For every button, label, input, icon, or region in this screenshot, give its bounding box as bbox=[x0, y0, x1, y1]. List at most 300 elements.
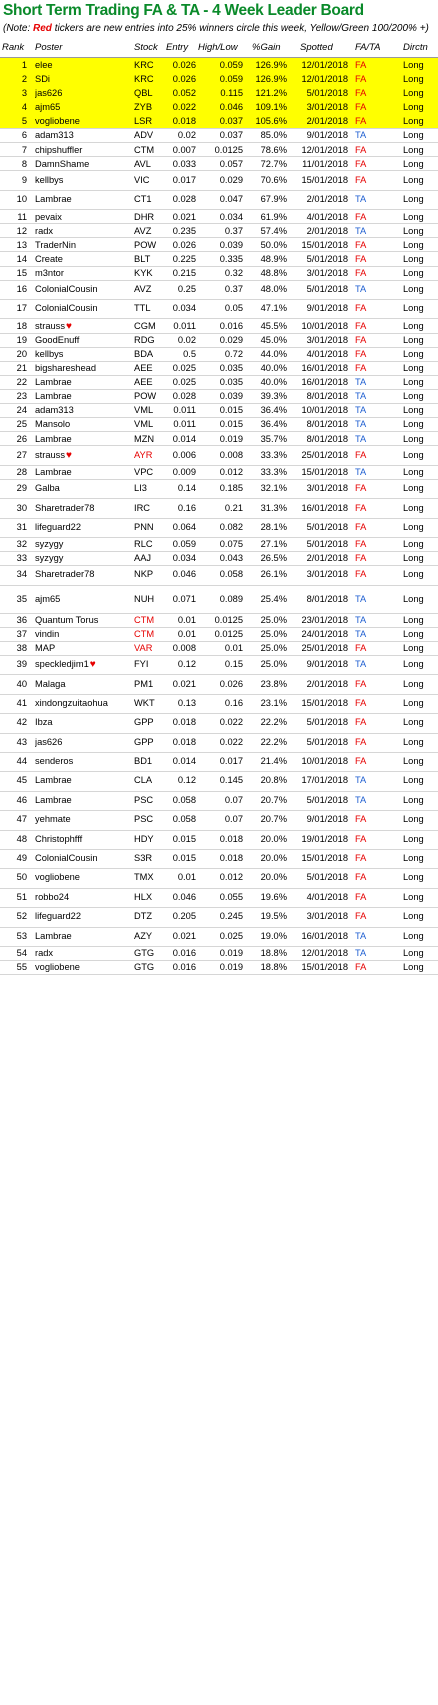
cell-spotted: 15/01/2018 bbox=[301, 239, 348, 250]
cell-poster: Lambrae bbox=[35, 433, 72, 444]
cell-rank: 23 bbox=[16, 391, 27, 402]
cell-fa-ta: FA bbox=[355, 348, 367, 359]
cell-spotted: 8/01/2018 bbox=[306, 419, 348, 430]
cell-rank: 47 bbox=[16, 814, 27, 825]
cell-spotted: 2/01/2018 bbox=[306, 225, 348, 236]
cell-stock: VML bbox=[134, 419, 154, 430]
cell-stock: AEE bbox=[134, 377, 153, 388]
cell-gain: 121.2% bbox=[255, 88, 287, 99]
table-row bbox=[0, 733, 438, 752]
cell-entry: 0.026 bbox=[172, 74, 196, 85]
cell-high-low: 0.018 bbox=[219, 853, 243, 864]
cell-stock: RLC bbox=[134, 539, 153, 550]
cell-rank: 55 bbox=[16, 962, 27, 973]
table-row bbox=[0, 128, 438, 142]
cell-gain: 25.0% bbox=[260, 659, 287, 670]
cell-entry: 0.059 bbox=[172, 539, 196, 550]
cell-spotted: 16/01/2018 bbox=[301, 377, 348, 388]
cell-fa-ta: FA bbox=[355, 449, 367, 460]
cell-stock: CT1 bbox=[134, 194, 152, 205]
cell-poster: vogliobene bbox=[35, 962, 80, 973]
cell-fa-ta: FA bbox=[355, 678, 367, 689]
cell-entry: 0.011 bbox=[173, 419, 196, 430]
cell-high-low: 0.008 bbox=[219, 449, 243, 460]
cell-direction: Long bbox=[403, 144, 424, 155]
cell-spotted: 10/01/2018 bbox=[301, 405, 348, 416]
cell-high-low: 0.32 bbox=[224, 267, 243, 278]
table-row bbox=[0, 280, 438, 299]
cell-entry: 0.017 bbox=[172, 174, 196, 185]
cell-poster: strauss♥ bbox=[35, 320, 72, 332]
cell-entry: 0.046 bbox=[172, 569, 196, 580]
cell-high-low: 0.035 bbox=[219, 363, 243, 374]
cell-direction: Long bbox=[403, 363, 424, 374]
cell-spotted: 4/01/2018 bbox=[306, 348, 348, 359]
cell-rank: 39 bbox=[16, 659, 27, 670]
cell-stock: POW bbox=[134, 239, 157, 250]
cell-gain: 50.0% bbox=[260, 239, 287, 250]
cell-poster: adam313 bbox=[35, 405, 74, 416]
cell-entry: 0.215 bbox=[172, 267, 196, 278]
cell-high-low: 0.0125 bbox=[214, 614, 243, 625]
cell-fa-ta: FA bbox=[355, 253, 367, 264]
cell-poster: adam313 bbox=[35, 130, 74, 141]
cell-high-low: 0.16 bbox=[224, 697, 243, 708]
cell-direction: Long bbox=[403, 911, 424, 922]
table-row bbox=[0, 157, 438, 171]
cell-high-low: 0.21 bbox=[224, 502, 243, 513]
header-spotted: Spotted bbox=[300, 42, 333, 53]
table-row bbox=[0, 266, 438, 280]
cell-stock: VPC bbox=[134, 467, 154, 478]
cell-rank: 50 bbox=[16, 872, 27, 883]
table-row bbox=[0, 72, 438, 86]
cell-rank: 43 bbox=[16, 736, 27, 747]
cell-spotted: 3/01/2018 bbox=[306, 569, 348, 580]
cell-rank: 37 bbox=[16, 628, 27, 639]
cell-spotted: 5/01/2018 bbox=[306, 521, 348, 532]
cell-high-low: 0.057 bbox=[219, 158, 243, 169]
cell-fa-ta: FA bbox=[355, 853, 367, 864]
table-row bbox=[0, 655, 438, 674]
cell-entry: 0.028 bbox=[172, 194, 196, 205]
table-row bbox=[0, 389, 438, 403]
cell-gain: 20.7% bbox=[260, 814, 287, 825]
cell-spotted: 5/01/2018 bbox=[306, 253, 348, 264]
cell-entry: 0.021 bbox=[172, 211, 196, 222]
cell-high-low: 0.035 bbox=[219, 377, 243, 388]
cell-spotted: 8/01/2018 bbox=[306, 391, 348, 402]
cell-direction: Long bbox=[403, 502, 424, 513]
cell-spotted: 15/01/2018 bbox=[301, 174, 348, 185]
cell-gain: 20.0% bbox=[260, 833, 287, 844]
cell-poster: Lambrae bbox=[35, 194, 72, 205]
cell-high-low: 0.026 bbox=[219, 678, 243, 689]
table-row bbox=[0, 361, 438, 375]
cell-high-low: 0.37 bbox=[224, 225, 243, 236]
cell-rank: 7 bbox=[21, 144, 27, 155]
cell-gain: 23.8% bbox=[260, 678, 287, 689]
cell-entry: 0.02 bbox=[177, 130, 196, 141]
cell-entry: 0.015 bbox=[172, 853, 196, 864]
cell-gain: 18.8% bbox=[260, 962, 287, 973]
cell-fa-ta: FA bbox=[355, 891, 367, 902]
cell-fa-ta: FA bbox=[355, 569, 367, 580]
cell-fa-ta: FA bbox=[355, 174, 367, 185]
cell-high-low: 0.05 bbox=[224, 303, 243, 314]
cell-poster: Mansolo bbox=[35, 419, 71, 430]
cell-direction: Long bbox=[403, 433, 424, 444]
cell-rank: 48 bbox=[16, 833, 27, 844]
cell-rank: 40 bbox=[16, 678, 27, 689]
cell-high-low: 0.019 bbox=[219, 433, 243, 444]
cell-direction: Long bbox=[403, 794, 424, 805]
cell-fa-ta: TA bbox=[355, 775, 367, 786]
cell-high-low: 0.016 bbox=[219, 320, 243, 331]
cell-direction: Long bbox=[403, 74, 424, 85]
table-row bbox=[0, 299, 438, 318]
cell-direction: Long bbox=[403, 521, 424, 532]
cell-rank: 31 bbox=[16, 521, 27, 532]
cell-direction: Long bbox=[403, 419, 424, 430]
cell-poster: syzygy bbox=[35, 539, 64, 550]
cell-direction: Long bbox=[403, 697, 424, 708]
cell-spotted: 9/01/2018 bbox=[306, 303, 348, 314]
cell-entry: 0.018 bbox=[172, 717, 196, 728]
cell-poster: SDi bbox=[35, 74, 50, 85]
cell-fa-ta: FA bbox=[355, 717, 367, 728]
header-high-low: High/Low bbox=[198, 42, 238, 53]
cell-direction: Long bbox=[403, 391, 424, 402]
cell-entry: 0.033 bbox=[172, 158, 196, 169]
table-row bbox=[0, 417, 438, 431]
cell-rank: 20 bbox=[16, 348, 27, 359]
cell-poster: pevaix bbox=[35, 211, 62, 222]
table-row bbox=[0, 537, 438, 551]
note-line bbox=[0, 21, 438, 37]
cell-poster: Christophfff bbox=[35, 833, 83, 844]
cell-entry: 0.034 bbox=[172, 553, 196, 564]
cell-spotted: 2/01/2018 bbox=[306, 194, 348, 205]
cell-high-low: 0.089 bbox=[219, 593, 243, 604]
header-stock: Stock bbox=[134, 42, 158, 53]
cell-fa-ta: FA bbox=[355, 736, 367, 747]
cell-high-low: 0.018 bbox=[219, 833, 243, 844]
cell-direction: Long bbox=[403, 891, 424, 902]
cell-direction: Long bbox=[403, 775, 424, 786]
heart-icon: ♥ bbox=[89, 659, 96, 671]
cell-rank: 46 bbox=[16, 794, 27, 805]
table-row bbox=[0, 333, 438, 347]
note-rest: tickers are new entries into 25% winners circle this week, Yellow/Green 100/200% +) bbox=[51, 23, 429, 34]
cell-poster: bigshareshead bbox=[35, 363, 96, 374]
cell-direction: Long bbox=[403, 553, 424, 564]
table-row bbox=[0, 771, 438, 790]
cell-high-low: 0.015 bbox=[219, 405, 243, 416]
cell-poster: ColonialCousin bbox=[35, 303, 98, 314]
cell-high-low: 0.082 bbox=[219, 521, 243, 532]
cell-poster: MAP bbox=[35, 643, 56, 654]
cell-rank: 54 bbox=[16, 948, 27, 958]
cell-spotted: 3/01/2018 bbox=[306, 911, 348, 922]
cell-spotted: 19/01/2018 bbox=[301, 833, 348, 844]
cell-poster: DamnShame bbox=[35, 158, 90, 169]
table-row bbox=[0, 551, 438, 565]
cell-direction: Long bbox=[403, 717, 424, 728]
cell-high-low: 0.047 bbox=[219, 194, 243, 205]
table-row bbox=[0, 86, 438, 100]
cell-gain: 70.6% bbox=[260, 174, 287, 185]
cell-entry: 0.022 bbox=[172, 102, 196, 113]
table-row bbox=[0, 238, 438, 252]
cell-stock: BLT bbox=[134, 253, 151, 264]
cell-poster: vindin bbox=[35, 628, 60, 639]
table-row bbox=[0, 565, 438, 584]
cell-high-low: 0.075 bbox=[219, 539, 243, 550]
cell-spotted: 8/01/2018 bbox=[306, 593, 348, 604]
cell-stock: AVZ bbox=[134, 225, 152, 236]
cell-poster: Lambrae bbox=[35, 391, 72, 402]
cell-fa-ta: FA bbox=[355, 756, 367, 767]
cell-entry: 0.021 bbox=[172, 930, 196, 941]
table-row bbox=[0, 907, 438, 926]
cell-poster: Lambrae bbox=[35, 467, 72, 478]
cell-stock: PSC bbox=[134, 794, 154, 805]
cell-gain: 18.8% bbox=[260, 948, 287, 958]
cell-poster: yehmate bbox=[35, 814, 71, 825]
cell-rank: 2 bbox=[21, 74, 27, 85]
cell-stock: RDG bbox=[134, 334, 155, 345]
cell-gain: 105.6% bbox=[255, 116, 287, 127]
cell-poster: chipshuffler bbox=[35, 144, 83, 155]
cell-spotted: 4/01/2018 bbox=[306, 211, 348, 222]
table-row bbox=[0, 446, 438, 465]
table-row bbox=[0, 960, 438, 974]
cell-spotted: 10/01/2018 bbox=[301, 756, 348, 767]
cell-direction: Long bbox=[403, 158, 424, 169]
cell-poster: vogliobene bbox=[35, 116, 80, 127]
cell-poster: Galba bbox=[35, 483, 60, 494]
cell-gain: 40.0% bbox=[260, 363, 287, 374]
cell-gain: 57.4% bbox=[260, 225, 287, 236]
table-row bbox=[0, 499, 438, 518]
cell-fa-ta: FA bbox=[355, 483, 367, 494]
table-row bbox=[0, 465, 438, 479]
cell-direction: Long bbox=[403, 569, 424, 580]
cell-stock: LSR bbox=[134, 116, 153, 127]
cell-rank: 45 bbox=[16, 775, 27, 786]
cell-gain: 31.3% bbox=[260, 502, 287, 513]
cell-direction: Long bbox=[403, 643, 424, 654]
cell-direction: Long bbox=[403, 60, 424, 70]
cell-direction: Long bbox=[403, 194, 424, 205]
cell-poster: radx bbox=[35, 225, 54, 236]
cell-entry: 0.025 bbox=[172, 363, 196, 374]
cell-stock: WKT bbox=[134, 697, 155, 708]
leader-board-table bbox=[0, 58, 438, 974]
cell-spotted: 5/01/2018 bbox=[306, 872, 348, 883]
cell-stock: GTG bbox=[134, 962, 155, 973]
table-row bbox=[0, 888, 438, 907]
cell-gain: 25.4% bbox=[260, 593, 287, 604]
cell-rank: 30 bbox=[16, 502, 27, 513]
table-row bbox=[0, 868, 438, 887]
cell-high-low: 0.058 bbox=[219, 569, 243, 580]
cell-entry: 0.16 bbox=[177, 502, 196, 513]
table-row bbox=[0, 675, 438, 694]
cell-poster: robbo24 bbox=[35, 891, 70, 902]
cell-fa-ta: FA bbox=[355, 116, 367, 127]
cell-high-low: 0.039 bbox=[219, 239, 243, 250]
cell-direction: Long bbox=[403, 930, 424, 941]
cell-rank: 4 bbox=[21, 102, 27, 113]
cell-stock: KRC bbox=[134, 74, 154, 85]
cell-direction: Long bbox=[403, 102, 424, 113]
cell-gain: 22.2% bbox=[260, 717, 287, 728]
cell-fa-ta: TA bbox=[355, 377, 367, 388]
cell-fa-ta: FA bbox=[355, 833, 367, 844]
cell-fa-ta: TA bbox=[355, 948, 367, 958]
cell-fa-ta: TA bbox=[355, 419, 367, 430]
cell-entry: 0.011 bbox=[173, 405, 196, 416]
cell-spotted: 10/01/2018 bbox=[301, 320, 348, 331]
cell-poster: m3ntor bbox=[35, 267, 64, 278]
table-row bbox=[0, 432, 438, 446]
cell-fa-ta: FA bbox=[355, 60, 367, 70]
cell-gain: 48.8% bbox=[260, 267, 287, 278]
cell-direction: Long bbox=[403, 756, 424, 767]
cell-rank: 19 bbox=[16, 334, 27, 345]
cell-poster: vogliobene bbox=[35, 872, 80, 883]
cell-gain: 22.2% bbox=[260, 736, 287, 747]
cell-spotted: 12/01/2018 bbox=[301, 74, 348, 85]
cell-fa-ta: TA bbox=[355, 593, 367, 604]
header-gain: %Gain bbox=[252, 42, 281, 53]
cell-stock: VIC bbox=[134, 174, 150, 185]
cell-poster: TraderNin bbox=[35, 239, 76, 250]
cell-stock: S3R bbox=[134, 853, 153, 864]
cell-direction: Long bbox=[403, 853, 424, 864]
cell-high-low: 0.055 bbox=[219, 891, 243, 902]
cell-gain: 126.9% bbox=[255, 60, 287, 70]
cell-direction: Long bbox=[403, 628, 424, 639]
cell-entry: 0.01 bbox=[177, 614, 196, 625]
cell-gain: 67.9% bbox=[260, 194, 287, 205]
cell-entry: 0.014 bbox=[172, 433, 196, 444]
cell-spotted: 2/01/2018 bbox=[306, 116, 348, 127]
cell-rank: 34 bbox=[16, 569, 27, 580]
cell-high-low: 0.07 bbox=[224, 814, 243, 825]
cell-high-low: 0.046 bbox=[219, 102, 243, 113]
cell-poster: ajm65 bbox=[35, 102, 61, 113]
cell-direction: Long bbox=[403, 334, 424, 345]
cell-high-low: 0.019 bbox=[219, 948, 243, 958]
cell-entry: 0.006 bbox=[172, 449, 196, 460]
cell-poster: GoodEnuff bbox=[35, 334, 80, 345]
note-red-word: Red bbox=[33, 23, 52, 34]
cell-stock: KYK bbox=[134, 267, 153, 278]
cell-stock: POW bbox=[134, 391, 157, 402]
cell-rank: 38 bbox=[16, 643, 27, 654]
table-header bbox=[0, 37, 438, 58]
cell-fa-ta: TA bbox=[355, 628, 367, 639]
cell-entry: 0.026 bbox=[172, 60, 196, 70]
cell-high-low: 0.15 bbox=[224, 659, 243, 670]
cell-entry: 0.01 bbox=[177, 628, 196, 639]
table-row bbox=[0, 585, 438, 613]
cell-gain: 36.4% bbox=[260, 419, 287, 430]
cell-entry: 0.028 bbox=[172, 391, 196, 402]
cell-entry: 0.5 bbox=[183, 348, 196, 359]
cell-entry: 0.25 bbox=[177, 284, 196, 294]
cell-gain: 20.8% bbox=[260, 775, 287, 786]
cell-stock: NUH bbox=[134, 593, 155, 604]
cell-gain: 72.7% bbox=[260, 158, 287, 169]
cell-stock: PM1 bbox=[134, 678, 154, 689]
cell-fa-ta: TA bbox=[355, 930, 367, 941]
cell-fa-ta: FA bbox=[355, 553, 367, 564]
cell-rank: 24 bbox=[16, 405, 27, 416]
cell-entry: 0.007 bbox=[172, 144, 196, 155]
cell-direction: Long bbox=[403, 659, 424, 670]
cell-entry: 0.021 bbox=[172, 678, 196, 689]
cell-entry: 0.052 bbox=[172, 88, 196, 99]
cell-fa-ta: TA bbox=[355, 659, 367, 670]
cell-entry: 0.026 bbox=[172, 239, 196, 250]
cell-stock: QBL bbox=[134, 88, 153, 99]
cell-stock: TTL bbox=[134, 303, 151, 314]
cell-spotted: 15/01/2018 bbox=[301, 467, 348, 478]
cell-fa-ta: FA bbox=[355, 643, 367, 654]
cell-rank: 21 bbox=[16, 363, 27, 374]
table-row bbox=[0, 403, 438, 417]
cell-entry: 0.058 bbox=[172, 794, 196, 805]
cell-fa-ta: FA bbox=[355, 872, 367, 883]
cell-spotted: 16/01/2018 bbox=[301, 502, 348, 513]
cell-entry: 0.071 bbox=[172, 593, 196, 604]
cell-entry: 0.01 bbox=[177, 872, 196, 883]
cell-high-low: 0.0125 bbox=[214, 628, 243, 639]
table-row bbox=[0, 927, 438, 946]
table-row bbox=[0, 319, 438, 333]
cell-rank: 51 bbox=[16, 891, 27, 902]
cell-poster: Lambrae bbox=[35, 377, 72, 388]
cell-direction: Long bbox=[403, 593, 424, 604]
cell-stock: CTM bbox=[134, 628, 155, 639]
cell-fa-ta: FA bbox=[355, 697, 367, 708]
cell-stock: PSC bbox=[134, 814, 154, 825]
cell-entry: 0.011 bbox=[173, 320, 196, 331]
cell-direction: Long bbox=[403, 320, 424, 331]
cell-high-low: 0.145 bbox=[219, 775, 243, 786]
cell-stock: KRC bbox=[134, 60, 154, 70]
cell-high-low: 0.017 bbox=[219, 756, 243, 767]
cell-stock: AVZ bbox=[134, 284, 152, 294]
table-row bbox=[0, 641, 438, 655]
cell-stock: HDY bbox=[134, 833, 154, 844]
cell-spotted: 9/01/2018 bbox=[306, 814, 348, 825]
cell-spotted: 25/01/2018 bbox=[301, 643, 348, 654]
cell-gain: 47.1% bbox=[260, 303, 287, 314]
header-fa-ta: FA/TA bbox=[355, 42, 381, 53]
cell-stock: PNN bbox=[134, 521, 154, 532]
cell-spotted: 5/01/2018 bbox=[306, 88, 348, 99]
cell-gain: 45.0% bbox=[260, 334, 287, 345]
table-row bbox=[0, 613, 438, 627]
cell-rank: 41 bbox=[16, 697, 27, 708]
cell-fa-ta: TA bbox=[355, 194, 367, 205]
cell-gain: 26.1% bbox=[260, 569, 287, 580]
